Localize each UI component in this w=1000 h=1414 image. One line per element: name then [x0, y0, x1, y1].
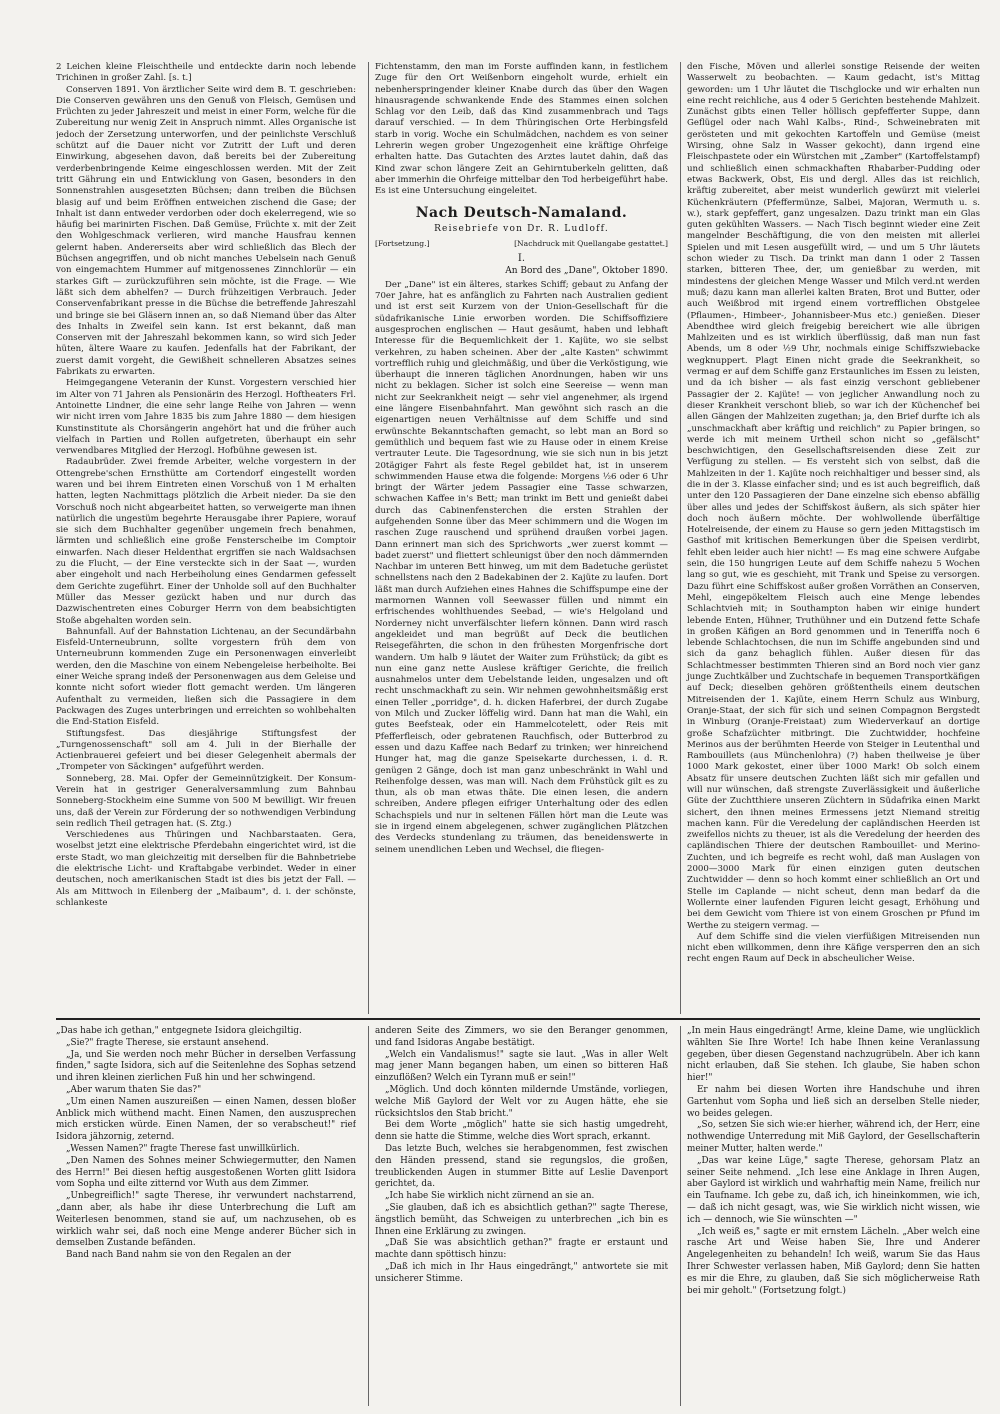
feuilleton-section [56, 1020, 980, 1406]
dateline: An Bord des „Dane", Oktober 1890. [505, 266, 668, 277]
novel-paragraph: „Um einen Namen auszureißen — einen Namen, dessen bloßer Anblick mich wüthend macht. Einen Namen, den auszusprechen mich ersticken würde. Einen Namen, der so verabscheut!" rief Isidora jähzornig, zeternd. [56, 1096, 356, 1143]
novel-paragraph: „Ja, und Sie werden noch mehr Bücher in derselben Verfassung finden," sagte Isidora, sich auf die Seitenlehne des Sophas setzend und ihren kleinen zierlichen Fuß hin und her schwingend. [56, 1049, 356, 1084]
continuation-note: [Fortsetzung.] [375, 238, 430, 248]
article-body: Der „Dane" ist ein älteres, starkes Schiff; gebaut zu Anfang der 70er Jahre, hat es anfänglich zu Fahrten nach Australien gedient und ist erst seit Kurzem von der Union-Gesellschaft für die südafrikanische Linie erworben worden. Die Schiffsoffiziere ausgesprochen englischen — Haut gesäumt, haben und lebhaft Interesse für die Bequemlichkeit der 1. Kajüte, wo sie selbst verkehren, zu haben scheinen. Aber der „alte Kasten" schwimmt vortrefflich ruhig und gleichmäßig, und über die Verköstigung, wie überhaupt die inneren täglichen Anordnungen, haben wir uns nicht zu beklagen. Sicher ist solch eine Seereise — wenn man nicht zur Seekrankheit neigt — sehr viel angenehmer, als irgend eine längere Eisenbahnfahrt. Man gewöhnt sich rasch an die eigenartigen neuen Verhältnisse auf dem Schiffe und sind erwünschte Bekanntschaften gemacht, so lebt man an Bord so gemüthlich und bequem fast wie zu Hause oder in einem Kreise vertrauter Leute. Die Tagesordnung, wie sie sich nun in bis jetzt 20tägiger Fahrt als feste Regel gebildet hat, ist in unserem schwimmenden Hause etwa die folgende: Morgens ½6 oder 6 Uhr bringt der Wärter jedem Passagier eine Tasse schwarzen, schwachen Kaffee in's Bett; man trinkt im Bett und genießt dabei durch das Cabinenfensterchen die ersten Strahlen der aufgehenden Sonne über das Meer schimmern und die Wogen im raschen Zuge rauschend und sprühend draußen vorbei jagen. Dann erinnert man sich des Sprichworts „wer zuerst kommt — badet zuerst" und fliettert schleunigst über den noch dämmernden Nachbar im unteren Bett hinweg, um mit dem Badetuche gerüstet schnellstens nach den 2 Badekabinen der 2. Kajüte zu laufen. Dort läßt man durch Aufziehen eines Hahnes die Schiffspumpe eine der marmornen Wannen voll Seewasser füllen und nimmt ein erfrischendes wohlthuendes Seebad, — wie's Helgoland und Norderney nicht unverfälschter liefern können. Dann wird rasch angekleidet und man begrüßt auf Deck die beutlichen Reisegefährten, die schon in den frühesten Morgenfrische dort wandern. Um halb 9 läutet der Waiter zum Frühstück; da gibt es nun eine ganz nette Auslese kräftiger Gerichte, die freilich ausnahmelos unter dem Uebelstande leiden, ungesalzen und oft recht unschmackhaft zu sein. Wir nehmen gewohnheitsmäßig erst einen Teller „porridge", d. h. dicken Haferbrei, der durch Zugabe von Milch und Zucker löffelig wird. Dann hat man die Wahl, ein gutes Beefsteak, oder ein Hammelcotelett, oder Reis mit Pfefferfleisch, oder gebratenen Rauchfisch, oder Butterbrod zu essen und dazu Kaffee nach Bedarf zu trinken; wer hinreichend Hunger hat, mag die ganze Speisekarte durchessen, i. d. R. genügen 2 Gänge, doch ist man ganz unbeschränkt in Wahl und Reihenfolge dessen, was man will. Nach dem Frühstück gilt es zu thun, als ob man etwas thäte. Die einen lesen, die andern schreiben, Andere pflegen eifriger Unterhaltung oder des edlen Schachspiels und nur in seltenen Fällen hört man die Leute was sie in irgend einem abgelegenen, schwer zugänglichen Plätzchen des Verdecks stundenlang zu träumen, das beneidenswerte in seinem unendlichen Leben und Wechsel, die fliegen- [375, 279, 668, 855]
feuilleton-column-left [56, 1026, 356, 1406]
novel-paragraph: Das letzte Buch, welches sie herabgenommen, fest zwischen den Händen pressend, stand sie regungslos, die großen, treublickenden Augen in stummer Bitte auf Leslie Davenport gerichtet, da. [375, 1143, 668, 1190]
novel-paragraph: „In mein Haus eingedrängt! Arme, kleine Dame, wie unglücklich wählten Sie Ihre Worte! Ich habe Ihnen keine Veranlassung gegeben, über diesen Gegenstand nachzugrübeln. Aber ich kann nicht erlauben, daß Sie stehen. Ich glaube, Sie haben schon hier!" [687, 1026, 980, 1084]
novel-paragraph: „Sie?" fragte Therese, sie erstaunt ansehend. [66, 1037, 269, 1048]
column-right [680, 62, 980, 1014]
column-middle [368, 62, 668, 1014]
news-item: Verschiedenes aus Thüringen und Nachbarstaaten. Gera, woselbst jetzt eine elektrische Pferdebahn eingerichtet wird, ist die erste Stadt, wo man gleichzeitig mit derselben für die Bahnbetriebe die elektrische Licht- und Kraftabgabe verbindet. Weder in einer deutschen, noch amerikanischen Stadt ist dies bis jetzt der Fall. — Als am Mittwoch in Eilenberg der „Maibaum", d. i. der schönste, schlankeste [56, 830, 356, 908]
novel-paragraph: „Wessen Namen?" fragte Therese fast unwillkürlich. [66, 1143, 300, 1154]
novel-paragraph: „Das war keine Lüge," sagte Therese, gehorsam Platz an seiner Seite nehmend. „Ich lese eine Anklage in Ihren Augen, aber Gaylord ist wirklich und wahrhaftig mein Name, freilich nur ein Taufname. Ich gebe zu, daß ich, ich hineinkommen, wie ich, — daß ich nicht gesagt, was, wie Sie wirklich nicht wissen, wie ich — dennoch, wie Sie wünschten —" [687, 1155, 980, 1225]
novel-paragraph: Bei dem Worte „möglich" hatte sie sich hastig umgedreht, denn sie hatte die Stimme, welche dies Wort sprach, erkannt. [375, 1120, 668, 1143]
news-item: Radaubrüder. Zwei fremde Arbeiter, welche vorgestern in der Ottengrebe'schen Ernsthütte am Cortendorf eingestellt worden waren und bei ihrem Eintreten einen Vorschuß von 1 M erhalten hatten, legten Nachmittags plötzlich die Arbeit nieder. Da sie den Vorschuß noch nicht abgearbeitet hatten, so verweigerte man ihnen natürlich die ungestüm begehrte Herausgabe ihrer Papiere, worauf sie sich dem Buchhalter gegenüber ungemein frech benahmen, lärmten und schließlich eine große Fensterscheibe im Comptoir einwarfen. Nach dieser Heldenthat ergriffen sie nach Waldsachsen zu die Flucht, — der Eine versteckte sich in der Saat —, wurden aber eingeholt und nach Herbeiholung eines Gendarmen gefesselt dem Gerichte zugeführt. Einer der Unholde soll auf den Buchhalter Müller das Messer gezückt haben und nur durch das Dazwischentreten eines Coburger Herrn von dem beabsichtigten Stoße abgehalten worden sein. [56, 457, 356, 626]
reprint-note: [Nachdruck mit Quellangabe gestattet.] [514, 238, 668, 248]
novel-paragraph: „Daß ich mich in Ihr Haus eingedrängt," antwortete sie mit unsicherer Stimme. [375, 1261, 668, 1284]
article-section [56, 62, 980, 1014]
novel-paragraph: Band nach Band nahm sie von den Regalen an der [66, 1250, 291, 1261]
article-byline: Reisebriefe von Dr. R. Ludloff. [434, 223, 609, 234]
continued-news-text: Fichtenstamm, den man im Forste auffinden kann, in festlichem Zuge für den Ort Weißenborn eingeholt wurde, erhielt ein nebenherspringender kleiner Knabe durch das über den Wagen hinausragende schwankende Ende des Stammes einen solchen Schlag vor den Leib, daß das Kind zusammenbrach und Tags darauf verschied. — In dem Thüringischen Orte Herbingsfeld starb in vorig. Woche ein Schulmädchen, nachdem es von seiner Lehrerin wegen grober Ungezogenheit eine kräftige Ohrfeige erhalten hatte. Das Gutachten des Arztes lautet dahin, daß das Kind zwar schon längere Zeit an Gehirntuberkeln gelitten, daß aber immerhin die Ohrfeige mittelbar den Tod herbeigeführt habe. Es ist eine Untersuchung eingeleitet. [375, 62, 668, 197]
article-body-continued: den Fische, Möven und allerlei sonstige Reisende der weiten Wasserwelt zu beobachten. — Kaum gedacht, ist's Mittag geworden: um 1 Uhr läutet die Tischglocke und wir erhalten nun eine recht reichliche, aus 4 oder 5 Gerichten bestehende Mahlzeit. Zunächst gibts einen Teller höllisch gepfefferter Suppe, dann Geflügel oder nach Wahl Kalbs-, Rind-, Schweinebraten mit gerösteten und mit gekochten Kartoffeln und Gemüse (meist Wirsing, ohne Salz in Wasser gekocht), dann irgend eine Fleischpastete oder ein Würstchen mit „Zamber" (Kartoffelstampf) und schließlich einen schmackhaften Rhabarber-Pudding oder etwas Backwerk, Obst, Eis und dergl. Alles das ist reichlich, kräftig zubereitet, aber meist wunderlich gewürzt mit vielerlei Küchenkräutern (Pfeffermünze, Salbei, Majoran, Wermuth u. s. w.), stark gepfeffert, ganz ungesalzen. Dazu trinkt man ein Glas guten gekühlten Wassers. — Nach Tisch beginnt wieder eine Zeit mangelnder Beschäftigung, die von den meisten mit allerlei Spielen und mit Lesen ausgefüllt wird, — und um 5 Uhr läutets schon wieder zu Tisch. Da trinkt man dann 1 oder 2 Tassen starken, bitteren Thee, der, um genießbar zu werden, mit mindestens der gleichen Menge Wasser und Milch verd.nt werden muß; dazu kann man allerlei kalten Braten, Brot und Butter, oder auch Weißbrod mit irgend einem vortrefflichen Obstgelee (Pflaumen-, Himbeer-, Johannisbeer-Mus etc.) genießen. Dieser Abendthee wird gleich freigebig bereichert wie alle übrigen Mahlzeiten und es ist wirklich überflüssig, daß man nun fast Abends, um 8 oder ½9 Uhr, nochmals einige Schiffszwiebacke wegknuppert. Plagt Einen nicht grade die Seekrankheit, so vermag er auf dem Schiffe ganz Erstaunliches im Essen zu leisten, und da ich bisher — als fast einzig verschont gebliebener Passagier der 2. Kajüte! — von jeglicher Anwandlung noch zu dieser Krankheit verschont blieb, so war ich der Küchenchef bei allen Gängen der Mahlzeiten zugethan; ja, den Brief durfte ich als „unschmackhaft aber kräftig und reichlich" zu Papier bringen, so werde ich mit meinem Urtheil schon nicht so „gefälscht" beschwichtigen, den Gesellschaftsreisenden diese Zeit zur Verfügung zu stellen. — Es versteht sich von selbst, daß die Mahlzeiten in der 1. Kajüte noch reichhaltiger und besser sind, als die in der 3. Klasse einfacher sind; und es ist auch begreiflich, daß unter den 120 Passagieren der Dane einzelne sich ebenso abfällig über alles und jedes der Schiffskost äußern, als sich später hier doch noch äußern möchte. Der wohlwollende überfältige Hotelreisende, der einem zu Hause so gern jeden Mittagstisch im Gasthof mit kritischen Bemerkungen über die Speisen verdirbt, fehlt eben leider auch hier nicht! — Es mag eine schwere Aufgabe sein, die 150 hungrigen Leute auf dem Schiffe nahezu 5 Wochen lang so gut, wie es geschieht, mit Trank und Speise zu versorgen. Dazu führt eine Schiffskost außer großen Vorräthen an Conserven, Mehl, eingepökeltem Fleisch auch eine Menge lebendes Schlachtvieh mit; in Southampton haben wir einige hundert lebende Enten, Hühner, Truthühner und ein Dutzend fette Schafe in großen Käfigen an Bord genommen und in Teneriffa noch 6 lebende Schlachtochsen, die nun im Schiffe angebunden sind und sich da ganz behaglich fühlen. Außer diesen für das Schlachtmesser bestimmten Thieren sind an Bord noch vier ganz junge Zuchtkälber und Zuchtschafe in bequemen Transportkäfigen auf Deck; dieselben gehören größtentheils einem deutschen Mitreisenden der 1. Kajüte, einem Herrn Schulz aus Winburg, Oranje-Staat, der sich für sich und seinen Compagnon Bergstedt in Winburg (Oranje-Freistaat) zum Wiederverkauf an dortige große Schafzüchter mitbringt. Die Zuchtwidder, hochfeine Merinos aus der berühmten Heerde von Steiger in Leutenthal und Rambouillets (aus Münchenlohra) (?) haben theilweise je über 1000 Mark gekostet, einer über 1000 Mark! Ob solch einem Absatz für unsere deutschen Zuchten läßt sich mir gefallen und will nur wünschen, daß strengste Zuverlässigkeit und äußerliche Güte der Zuchtthiere unseren Züchtern in Südafrika einen Markt sichert, den ihnen meines Ermessens jetzt Niemand streitig machen kann. Für die Veredelung der capländischen Heerden ist zweifellos nichts zu theuer, ist als die Veredelung der heerden des capländischen Thiere der deutschen Rambouillet- und Merino-Zuchten, und ich begreife es recht wohl, daß man Auslagen von 2000—3000 Mark für einen einzigen guten deutschen Zuchtwidder — denn so hoch kommt einer schließlich an Ort und Stelle im Caplande — nicht scheut, denn man bedarf da die Wollernte einer laufenden Figuren leicht gesagt, Erhöhung und bei dem Gewicht vom Thiere ist von einem Groschen pr Pfund im Werthe zu steigern vermag. — [687, 62, 980, 931]
article-headline: Nach Deutsch-Namaland. [415, 204, 628, 221]
news-item: Bahnunfall. Auf der Bahnstation Lichtenau, an der Secundärbahn Eisfeld-Unterneubrunn, sollte vorgestern früh dem von Unterneubrunn kommenden Zuge ein Personenwagen einverleibt werden, den die Maschine von einem Nebengeleise herbeiholte. Bei einer Weiche sprang indeß der Personenwagen aus dem Geleise und konnte nicht sofort wieder flott gemacht werden. Um längeren Aufenthalt zu vermeiden, ließen sich die Passagiere in dem Packwagen des Zuges unterbringen und erreichten so wohlbehalten die End-Station Eisfeld. [56, 626, 356, 728]
novel-paragraph: „Aber warum thaten Sie das?" [66, 1084, 202, 1095]
column-left [56, 62, 356, 1014]
feuilleton-column-middle [368, 1026, 668, 1406]
news-item: Stiftungsfest. Das diesjährige Stiftungsfest der „Turngenossenschaft" soll am 4. Juli in der Bierhalle der Actienbrauerei gefeiert und bei dieser Gelegenheit abermals der „Trompeter von Säckingen" aufgeführt werden. [56, 728, 356, 773]
novel-paragraph: „Daß Sie was absichtlich gethan?" fragte er erstaunt und machte dann spöttisch hinzu: [375, 1238, 668, 1261]
article-body-paragraph: Auf dem Schiffe sind die vielen vierfüßigen Mitreisenden nun nicht eben willkommen, denn ihre Käfige versperren den an sich recht engen Raum auf Deck in abscheulicher Weise. [687, 931, 980, 965]
novel-paragraph: „So, setzen Sie sich wie:er hierher, während ich, der Herr, eine nothwendige Unterredung mit Miß Gaylord, der Gesellschafterin meiner Mutter, halten werde." [687, 1120, 980, 1154]
novel-paragraph: „Das habe ich gethan," entgegnete Isidora gleichgiltig. [56, 1026, 302, 1036]
novel-paragraph: „Ich weiß es," sagte er mit ernstem Lächeln. „Aber welch eine rasche Art und Weise haben Sie, Ihre und Anderer Angelegenheiten zu behandeln! Ich weiß, warum Sie das Haus Ihrer Schwester verlassen haben, Miß Gaylord; denn Sie hatten es mir die Ehre, zu glauben, daß Sie sich möglicherweise Rath bei mir geholt." (Fortsetzung folgt.) [687, 1226, 980, 1296]
novel-paragraph: „Sie glauben, daß ich es absichtlich gethan?" sagte Therese, ängstlich bemüht, das Schweigen zu unterbrechen „ich bin es Ihnen eine Erklärung zu zwingen. [375, 1202, 668, 1237]
novel-paragraph: „Möglich. Und doch könnten mildernde Umstände, vorliegen, welche Miß Gaylord der Welt vor zu Augen hätte, ehe sie rücksichtslos den Stab bricht." [375, 1084, 668, 1119]
article-notes [375, 238, 668, 249]
novel-paragraph: „Unbegreiflich!" sagte Therese, ihr verwundert nachstarrend, „dann aber, als habe ihr diese Unterbrechung die Luft am Weiterlesen benommen, stand sie auf, um nachzusehen, ob es wirklich wahr sei, daß noch eine Menge anderer Bücher sich in demselben Zustande befänden. [56, 1191, 356, 1249]
novel-paragraph: „Welch ein Vandalismus!" sagte sie laut. „Was in aller Welt mag jener Mann begangen haben, um einen so bitteren Haß einzuflößen? Welch ein Tyrann muß er sein!" [375, 1049, 668, 1084]
novel-paragraph: „Ich habe Sie wirklich nicht zürnend an sie an. [385, 1191, 595, 1202]
news-item: Sonneberg, 28. Mai. Opfer der Gemeinnützigkeit. Der Konsum-Verein hat in gestriger Generalversammlung zum Bahnbau Sonneberg-Stockheim eine Summe von 500 M bewilligt. Wir freuen uns, daß der Verein zur Förderung der so nothwendigen Verbindung sein redlich Theil getragen hat. (S. Ztg.) [56, 773, 356, 829]
news-item: 2 Leichen kleine Fleischtheile und entdeckte darin noch lebende Trichinen in großer Zahl. [s. t.] [56, 62, 356, 84]
novel-paragraph: „Den Namen des Sohnes meiner Schwiegermutter, den Namen des Herrn!" Bei diesen heftig ausgestoßenen Worten glitt Isidora vom Sopha und eilte zitternd vor Wuth aus dem Zimmer. [56, 1155, 356, 1190]
section-number: I. [517, 253, 526, 265]
news-item: Conserven 1891. Von ärztlicher Seite wird dem B. T. geschrieben: Die Conserven gewähren uns den Genuß von Fleisch, Gemüsen und Früchten zu jeder Jahreszeit und meist in einer Form, welche für die Zubereitung nur wenig Zeit in Anspruch nimmt. Alles Organische ist jedoch der Zersetzung unterworfen, und der peinlichste Verschluß schützt auf die Dauer nicht vor Zutritt der Luft und deren Einwirkung, abgesehen davon, daß bereits bei der Zubereitung verderbenbringende Keime eingeschlossen werden. Mit der Zeit tritt Gährung ein und Entwicklung von Gasen, besonders in den Sonnenstrahlen ausgesetzten Büchsen; dann treiben die Büchsen blasig auf und beim Eröffnen entweichen zischend die Gase; der Inhalt ist dann entweder verdorben oder doch ekelerregend, wie so häufig bei marinirten Fischen. Daß Gemüse, Früchte x. mit der Zeit den Wohlgeschmack verlieren, wird manche Hausfrau kennen gelernt haben. Andererseits aber wird schließlich das Blech der Büchsen angegriffen, und ob nicht manches Uebelsein nach Genuß von eingemachtem Hummer auf mitgenossenes Zinnchlorür — ein starkes Gift — zurückzuführen sein möchte, ist die Frage. — Wie läßt sich dem abhelfen? — Durch frühzeitigen Verbrauch. Jeder Conservenfabrikant presse in die Büchse die betreffende Jahreszahl und bringe sie bei Gläsern innen an, so daß Niemand über das Alter des Inhalts in Zweifel sein kann. Ist erst bekannt, daß man Conserven mit der Jahreszahl bekommen kann, so wird sich Jeder hüten, ältere Waare zu kaufen. Jedenfalls hat der Fabrikant, der zuerst damit vorgeht, die Gewißheit schnelleren Absatzes seines Fabrikats zu erwarten. [56, 84, 356, 378]
novel-paragraph: Er nahm bei diesen Worten ihre Handschuhe und ihren Gartenhut vom Sopha und ließ sich an derselben Stelle nieder, wo beides gelegen. [687, 1084, 980, 1119]
novel-paragraph: anderen Seite des Zimmers, wo sie den Beranger genommen, und fand Isidoras Angabe bestätigt. [375, 1026, 668, 1048]
feuilleton-column-right [680, 1026, 980, 1406]
news-item: Heimgegangene Veteranin der Kunst. Vorgestern verschied hier im Alter von 71 Jahren als Pensionärin des Herzogl. Hoftheaters Frl. Antoinette Lindner, die eine sehr lange Reihe von Jahren — wenn wir nicht irren vom Jahre 1835 bis zum Jahre 1880 — dem hiesigen Kunstinstitute als Chorsängerin angehört hat und die früher auch vielfach in Partien und Rollen aufgetreten, überhaupt ein sehr verwendbares Mitglied der Herzogl. Hofbühne gewesen ist. [56, 378, 356, 457]
